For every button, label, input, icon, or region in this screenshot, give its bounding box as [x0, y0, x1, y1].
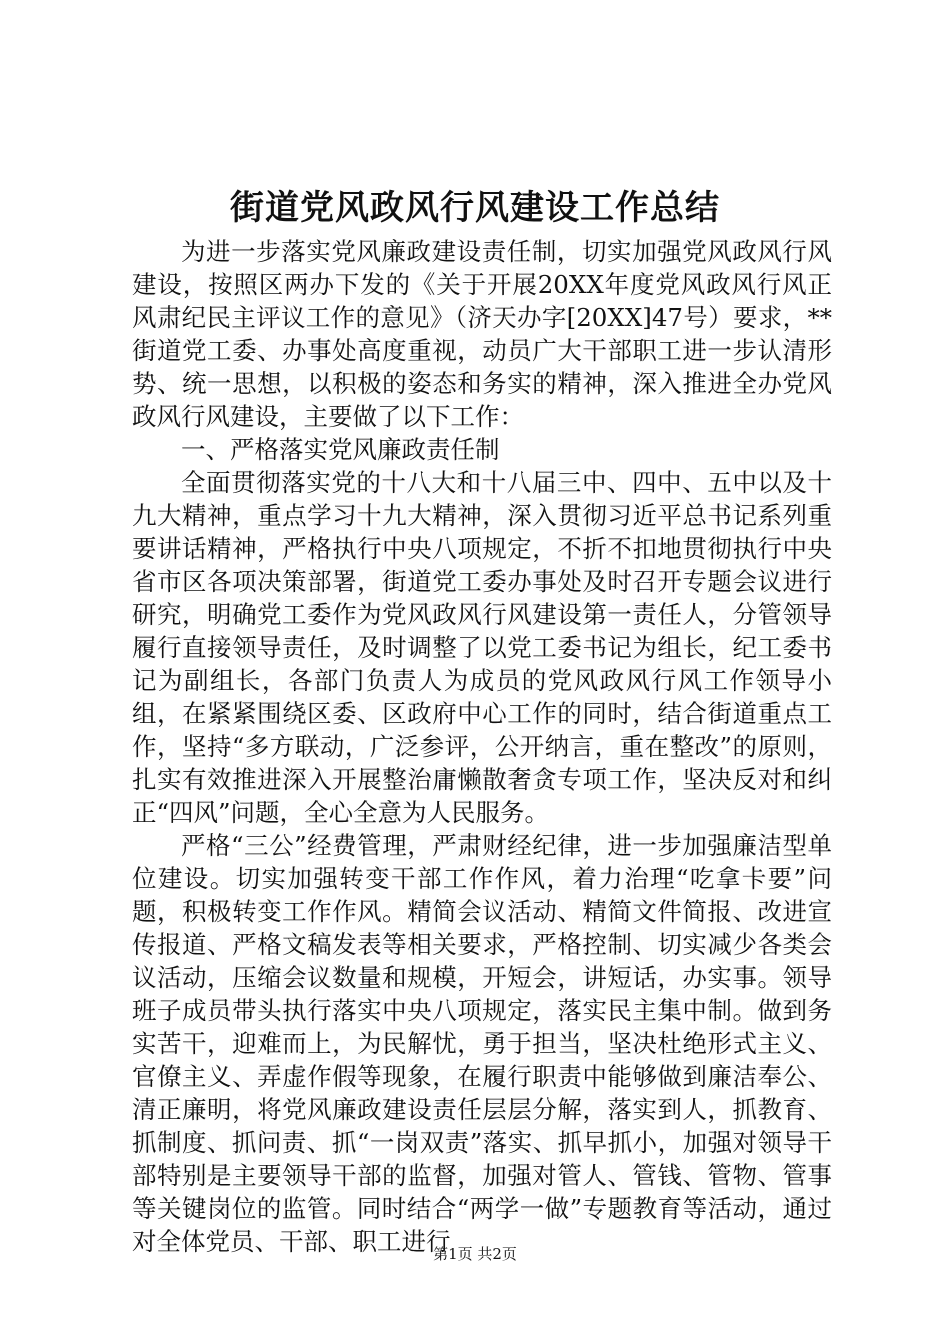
document-title: 街道党风政风行风建设工作总结	[230, 188, 720, 228]
document-body	[132, 235, 832, 1258]
section-heading-1: 一、严格落实党风廉政责任制	[181, 435, 500, 464]
page-footer: 第1页 共2页	[433, 1245, 517, 1263]
paragraph-three-public-funds: 严格“三公”经费管理，严肃财经纪律，进一步加强廉洁型单位建设。切实加强转变干部工作作风，着力治理“吃拿卡要”问题，积极转变工作作风。精简会议活动、精简文件简报、改进宣传报道、严格文稿发表等相关要求，严格控制、切实减少各类会议活动，压缩会议数量和规模，开短会，讲短话，办实事。领导班子成员带头执行落实中央八项规定，落实民主集中制。做到务实苦干，迎难而上，为民解忧，勇于担当，坚决杜绝形式主义、官僚主义、弄虚作假等现象，在履行职责中能够做到廉洁奉公、清正廉明，将党风廉政建设责任层层分解，落实到人，抓教育、抓制度、抓问责、抓“一岗双责”落实、抓早抓小，加强对领导干部特别是主要领导干部的监督，加强对管人、管钱、管物、管事等关键岗位的监管。同时结合“两学一做”专题教育等活动，通过对全体党员、干部、职工进行	[132, 831, 832, 1256]
paragraph-section-1: 全面贯彻落实党的十八大和十八届三中、四中、五中以及十九大精神，重点学习十九大精神，深入贯彻习近平总书记系列重要讲话精神，严格执行中央八项规定，不折不扣地贯彻执行中央省市区各项决策部署，街道党工委办事处及时召开专题会议进行研究，明确党工委作为党风政风行风建设第一责任人，分管领导履行直接领导责任，及时调整了以党工委书记为组长，纪工委书记为副组长，各部门负责人为成员的党风政风行风工作领导小组，在紧紧围绕区委、区政府中心工作的同时，结合街道重点工作，坚持“多方联动，广泛参评，公开纳言，重在整改”的原则，扎实有效推进深入开展整治庸懒散奢贪专项工作，坚决反对和纠正“四风”问题，全心全意为人民服务。	[132, 468, 832, 827]
paragraph-intro: 为进一步落实党风廉政建设责任制，切实加强党风政风行风建设，按照区两办下发的《关于开展20XX年度党风政风行风正风肃纪民主评议工作的意见》（济天办字[20XX]47号）要求，**街道党工委、办事处高度重视，动员广大干部职工进一步认清形势、统一思想，以积极的姿态和务实的精神，深入推进全办党风政风行风建设，主要做了以下工作：	[132, 237, 832, 431]
